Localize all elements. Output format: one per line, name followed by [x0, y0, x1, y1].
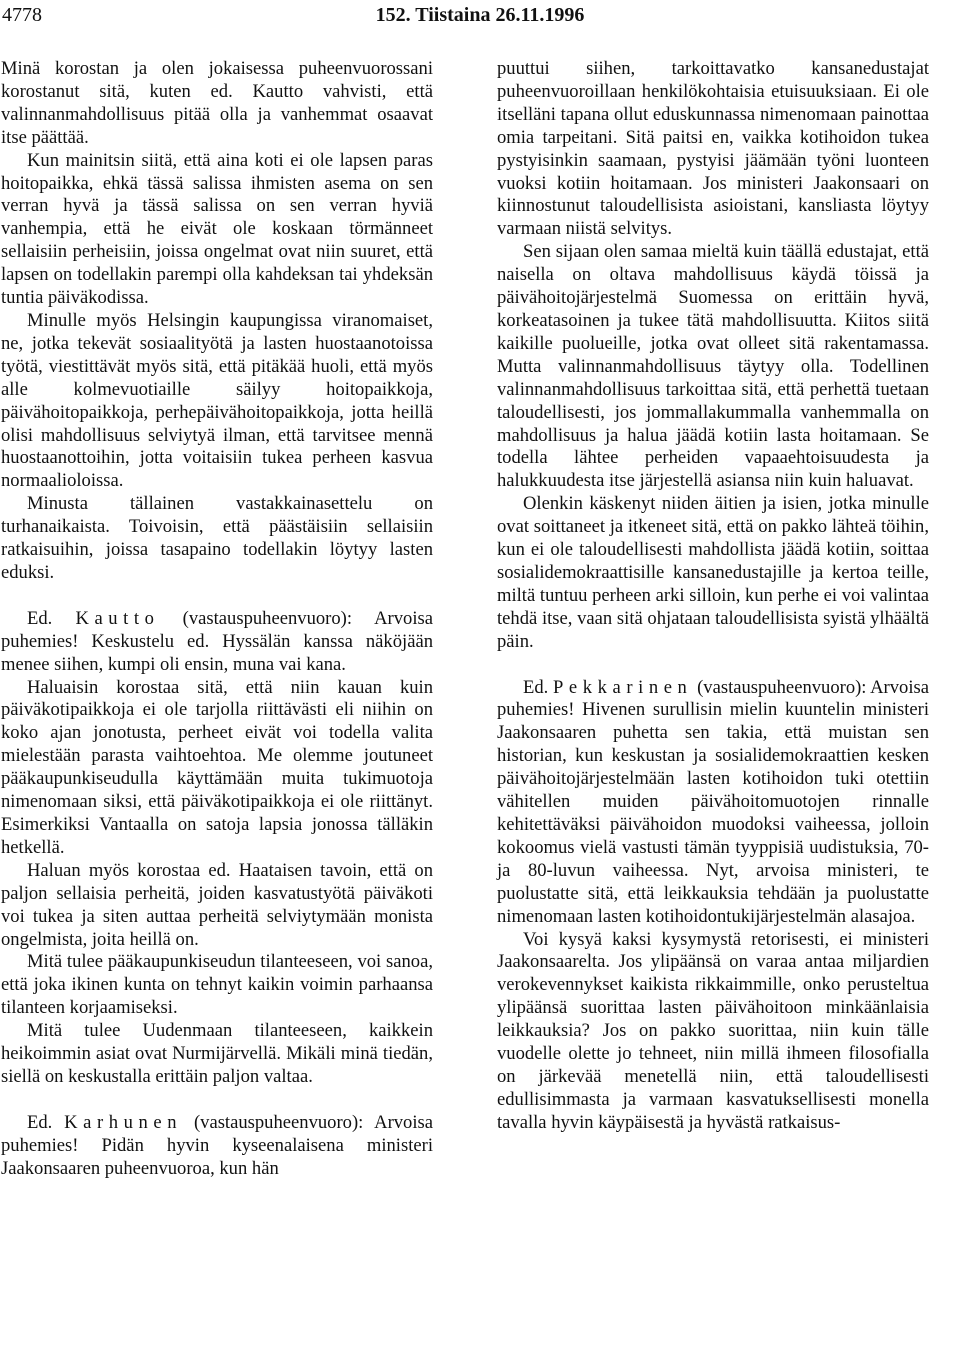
page-header	[0, 0, 960, 36]
speaker-name: Pekkarinen	[552, 676, 693, 698]
speaker-paragraph	[497, 677, 929, 929]
paragraph: Minusta tällainen vastakkainasettelu on turhanaikaista. Toivoisin, että päästäisiin sellaisiin ratkaisuihin, joissa tasapaino todellakin löytyy lasten eduksi.	[1, 493, 433, 583]
paragraph: Mitä tulee Uudenmaan tilanteeseen, kaikkein heikoimmin asiat ovat Nurmijärvellä. Mikäli minä tiedän, siellä on keskustalla erittäin paljon valtaa.	[1, 1020, 433, 1087]
left-column	[1, 58, 433, 1181]
paragraph: Kun mainitsin siitä, että aina koti ei ole lapsen paras hoitopaikka, ehkä tässä salissa ihmisten asema on sen verran hyvä ja tässä salissa on sen verran hyviä vanhempia, että he eivät ole koskaan törmänneet sellaisiin perheisiin, joissa ongelmat ovat niin suuret, että lapsen on todellakin parempi olla kahdeksan tai yhdeksän tuntia päiväkodissa.	[1, 149, 433, 309]
session-date-heading: 152. Tiistaina 26.11.1996	[375, 4, 585, 26]
right-column	[497, 58, 929, 1135]
page-number: 4778	[2, 4, 42, 26]
paragraph: Sen sijaan olen samaa mieltä kuin täällä edustajat, että naisella on oltava mahdollisuus käydä töissä ja päivähoitojärjestelmä Suomessa on erittäin hyvä, korkeatasoinen ja tukee tätä mahdollisuutta. Kiitos siitä kaikille puolueille, jotka ovat olleet sitä rakentamassa. Mutta valinnanmahdollisuus täytyy olla. Todellinen valinnanmahdollisuus tarkoittaa sitä, että perhettä tuetaan taloudellisesti, jos jommallakummalla vanhemmalla on mahdollisuus ja halua jäädä kotiin lasta hoitamaan. Se todella lähtee perheiden vapaaehtoisuudesta ja halukkuudesta itse järjestellä asiansa niin kuin haluavat.	[497, 241, 929, 492]
speaker-name: Kautto	[75, 607, 160, 629]
paragraph: puuttui siihen, tarkoittavatko kansanedustajat puheenvuoroillaan henkilökohtaisia etuisuuksiaan. Ei ole itselläni tapana ollut eduskunnassa nimenomaan painottaa omia tarpeitani. Sitä paitsi en, vaikka kotihoidon tukea pystyisinkin saamaan, pystyisi jäämään työni luonteen vuoksi kotiin hoitamaan. Jos ministeri Jaakonsaari on kiinnostunut taloudellisista asioistani, kansliasta löytyy varmaan niistä selvitys.	[497, 58, 929, 240]
speaker-prefix: Ed.	[523, 676, 553, 698]
speaker-prefix: Ed.	[27, 607, 76, 629]
paragraph: Olenkin käskenyt niiden äitien ja isien, jotka minulle ovat soittaneet ja itkeneet sitä, että on pakko lähteä töihin, kun ei ole taloudellisesti mahdollista jäädä kotiin, soittaa sosialidemokraattisille kansanedustajille ja kertoa teille, miltä tuntuu perheen arki silloin, kun perhe ei voi valintaa tehdä itse, vaan sitä ohjataan taloudellisista syistä ylhäältä päin.	[497, 493, 929, 652]
speaker-paragraph	[1, 1112, 433, 1181]
speech-text: (vastauspuheenvuoro): Arvoisa puhemies! Hivenen surullisin mielin kuuntelin ministeri Jaakonsaaren puhetta sen takia, että muistan sen historian, kun keskustan ja sosialidemokraattien kesken päivähoitojärjestelmään lasten kotihoidon tuki otettiin vähitellen muiden päivähoitomuotojen rinnalle kehitettäväksi päivähoidon muodoksi vaiheessa, jolloin kokoomus vielä vastusti tämän tyyppisiä uudistuksia, 70- ja 80-luvun vaiheessa. Nyt, arvoisa ministeri, te puolustatte sitä, että leikkauksia tehdään ja puolustatte nimenomaan lasten kotihoidontukijärjestelmän alasajoa.	[497, 676, 929, 927]
speaker-name: Karhunen	[64, 1111, 183, 1133]
speech-text: (vastauspuheenvuoro): Arvoisa puhemies! Pidän hyvin kyseenalaisena ministeri Jaakonsaaren puheenvuoroa, kun hän	[1, 1111, 434, 1179]
speaker-prefix: Ed.	[27, 1111, 65, 1133]
paragraph: Minulle myös Helsingin kaupungissa viranomaiset, ne, jotka tekevät sosiaalityötä ja lasten huostaanotoissa työtä, viestittävät myös sitä, että pitäkää huoli, että myös alle kolmevuotiaille säilyy hoitopaikkoja, päivähoitopaikkoja, perhepäivähoitopaikkoja, jotta heillä olisi mahdollisuus selviytyä ilman, että tarvitsee mennä huostaanottoihin, jotta voitaisiin tukea perheen kasvua normaalioloissa.	[1, 309, 433, 492]
paragraph: Mitä tulee pääkaupunkiseudun tilanteeseen, voi sanoa, että joka ikinen kunta on tehnyt kaikin voimin parhaansa tilanteen korjaamiseksi.	[1, 951, 433, 1019]
paragraph: Haluan myös korostaa ed. Haataisen tavoin, että on paljon sellaisia perheitä, joiden kasvatustyötä päiväkoti voi tukea ja siten auttaa perheitä selviytymään monista ongelmista, joita heillä on.	[1, 859, 433, 950]
paragraph: Minä korostan ja olen jokaisessa puheenvuorossani korostanut sitä, kuten ed. Kautto vahvisti, että valinnanmahdollisuus pitää olla ja vanhemmat osaavat itse päättää.	[1, 58, 433, 148]
paragraph: Voi kysyä kaksi kysymystä retorisesti, ei ministeri Jaakonsaarelta. Jos ylipäänsä on varaa antaa miljardien verokevennykset kaikista rikkaimmille, onko perusteltua ylipäänsä suorittaa lasten päivähoitoon minkäänlaisia leikkauksia? Jos on pakko suorittaa, niin kuin tälle vuodelle olette jo tehneet, niin millä ihmeen filosofialla on järkevää menetellä niin, että taloudellisesti edullisimmasta ja varmaan kasvatuksellisesti monella tavalla hyvin käypäisestä ja hyvästä ratkaisus-	[497, 928, 929, 1133]
speech-text: (vastauspuheenvuoro): Arvoisa puhemies! Keskustelu ed. Hyssälän kanssa näköjään menee siihen, kumpi oli ensin, muna vai kana.	[1, 607, 433, 675]
paragraph: Haluaisin korostaa sitä, että niin kauan kuin päiväkotipaikkoja ei ole tarjolla riittävästi eli niihin on koko ajan jonotusta, perheet eivät voi todella valita mielestään parasta vaihtoehtoa. Me olemme joutuneet pääkaupunkiseudulla käyttämään muita tukimuotoja nimenomaan siksi, että päiväkotipaikkoja ei ole riittänyt. Esimerkiksi Vantaalla on satoja lapsia jonossa tälläkin hetkellä.	[1, 676, 433, 858]
speaker-paragraph	[1, 608, 433, 677]
